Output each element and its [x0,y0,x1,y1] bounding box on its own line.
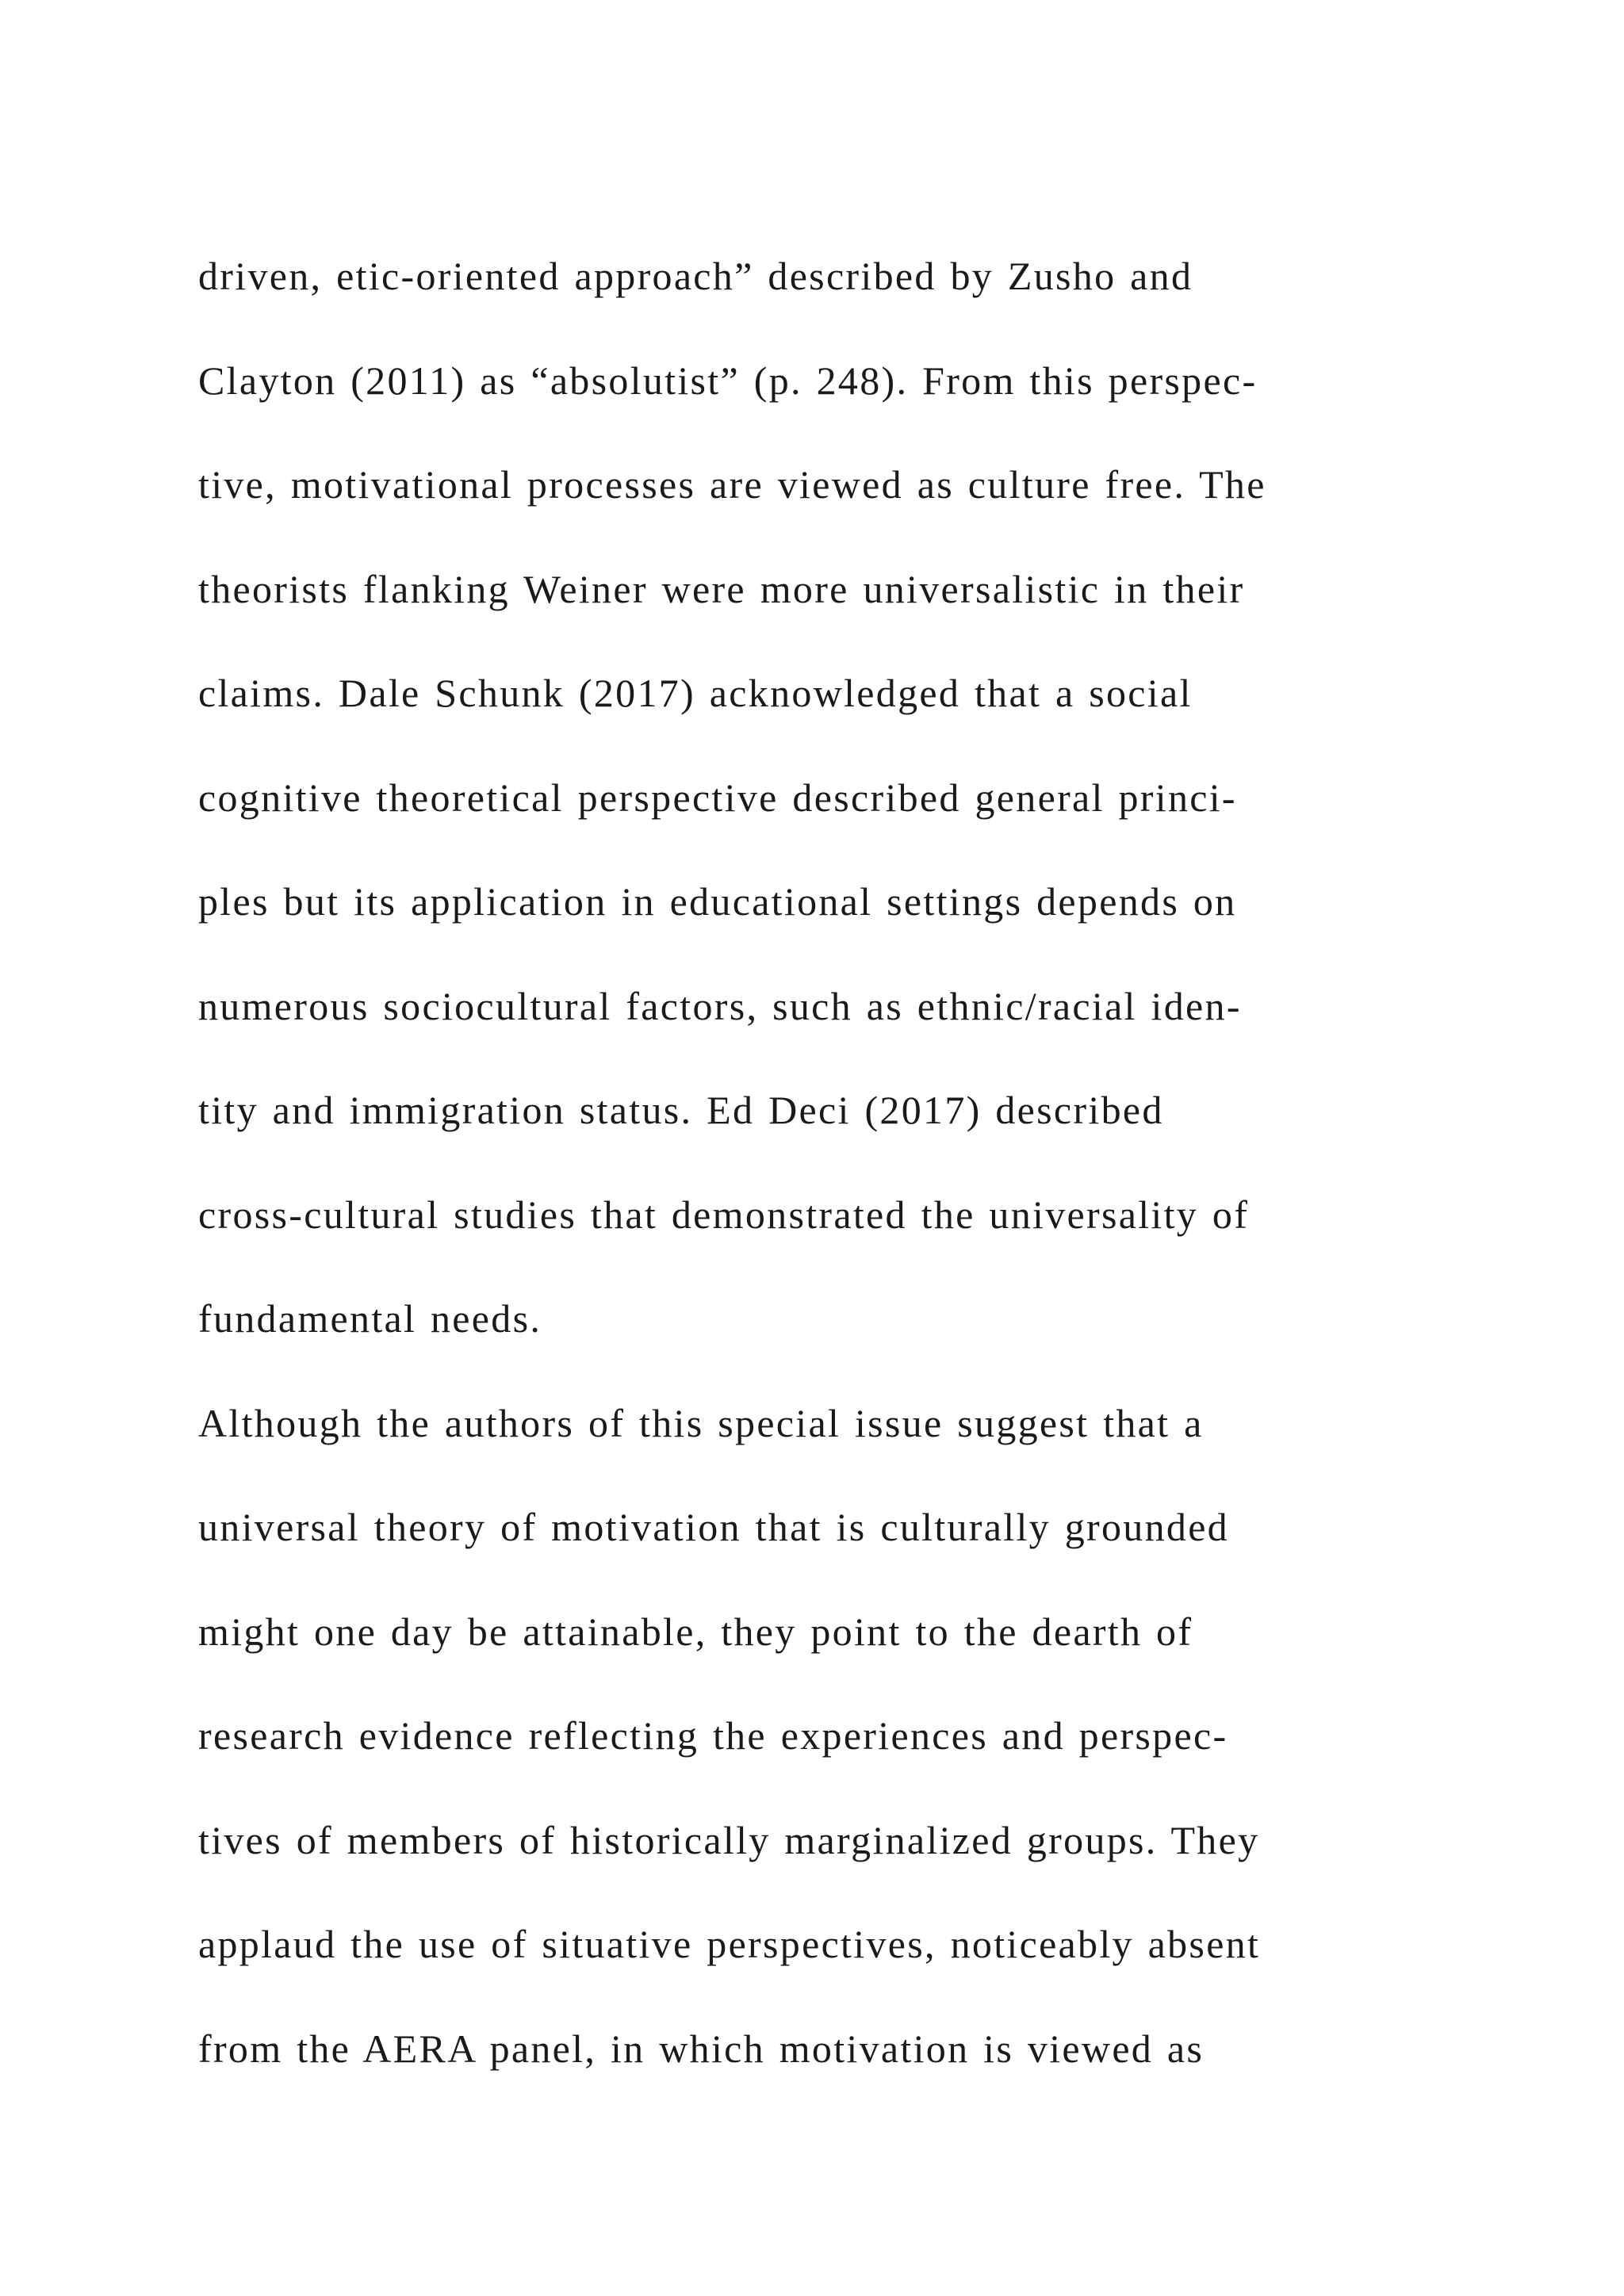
text-line: tive, motivational processes are viewed as culture free. The [198,462,1266,507]
text-line: numerous sociocultural factors, such as ethnic/racial iden- [198,983,1242,1028]
text-line: tives of members of historically marginalized groups. They [198,1817,1260,1862]
text-line: cross-cultural studies that demonstrated the universality of [198,1192,1250,1237]
text-line: applaud the use of situative perspectives, noticeably absent [198,1922,1261,1966]
paragraph-1 [198,238,1388,1385]
text-line: cognitive theoretical perspective described general princi- [198,775,1237,820]
text-line: driven, etic-oriented approach” described by Zusho and [198,254,1193,298]
text-line: Clayton (2011) as “absolutist” (p. 248). From this perspec- [198,358,1258,403]
text-line [198,2114,1388,2219]
text-line: fundamental needs. [198,1296,542,1341]
body-text [198,238,1388,2219]
text-line: might one day be attainable, they point to the dearth of [198,1609,1193,1654]
paragraph-2 [198,1385,1388,2219]
text-line: universal theory of motivation that is culturally grounded [198,1505,1229,1549]
text-line: tity and immigration status. Ed Deci (2017) described [198,1088,1164,1132]
text-line: research evidence reflecting the experiences and perspec- [198,1713,1228,1758]
text-line: from the AERA panel, in which motivation is viewed as [198,2026,1205,2071]
text-line: theorists flanking Weiner were more universalistic in their [198,566,1245,611]
text-line: claims. Dale Schunk (2017) acknowledged that a social [198,671,1193,715]
text-line: Although the authors of this special issue suggest that a [198,1400,1204,1445]
text-line: ples but its application in educational settings depends on [198,879,1237,924]
